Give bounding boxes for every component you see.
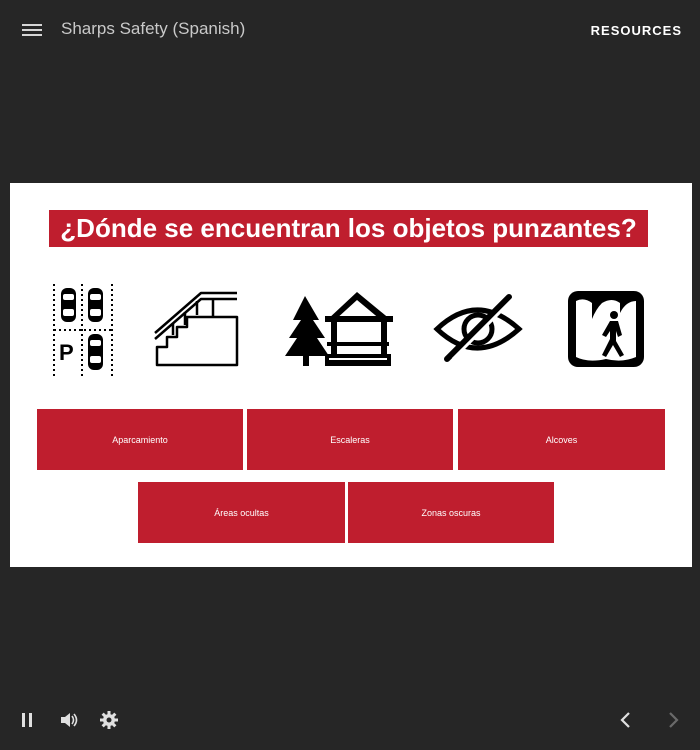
- resources-button[interactable]: RESOURCES: [590, 23, 682, 38]
- slide: [10, 183, 692, 567]
- choice-escaleras[interactable]: Escaleras: [247, 409, 453, 470]
- gear-icon[interactable]: [100, 711, 118, 734]
- question-title: ¿Dónde se encuentran los objetos punzantes?: [49, 210, 648, 247]
- chevron-left-icon[interactable]: [619, 711, 631, 734]
- course-title: Sharps Safety (Spanish): [61, 19, 246, 38]
- choice-aparcamiento[interactable]: Aparcamiento: [37, 409, 243, 470]
- alcove-pavilion-icon: [285, 290, 395, 368]
- pause-icon[interactable]: [20, 712, 34, 733]
- parking-lot-icon: [52, 282, 114, 378]
- choice-alcoves[interactable]: Alcoves: [458, 409, 665, 470]
- hamburger-menu-icon[interactable]: [22, 20, 44, 40]
- choice-zonas-oscuras[interactable]: Zonas oscuras: [348, 482, 554, 543]
- parking-letter: P: [59, 340, 74, 365]
- choice-areas-ocultas[interactable]: Áreas ocultas: [138, 482, 345, 543]
- chevron-right-icon[interactable]: [668, 711, 680, 734]
- top-bar: [0, 0, 700, 62]
- volume-icon[interactable]: [59, 711, 79, 734]
- dark-zone-person-icon: [566, 289, 646, 369]
- hidden-eye-icon: [433, 293, 523, 363]
- stairs-icon: [153, 289, 239, 367]
- player-controls: [0, 700, 700, 750]
